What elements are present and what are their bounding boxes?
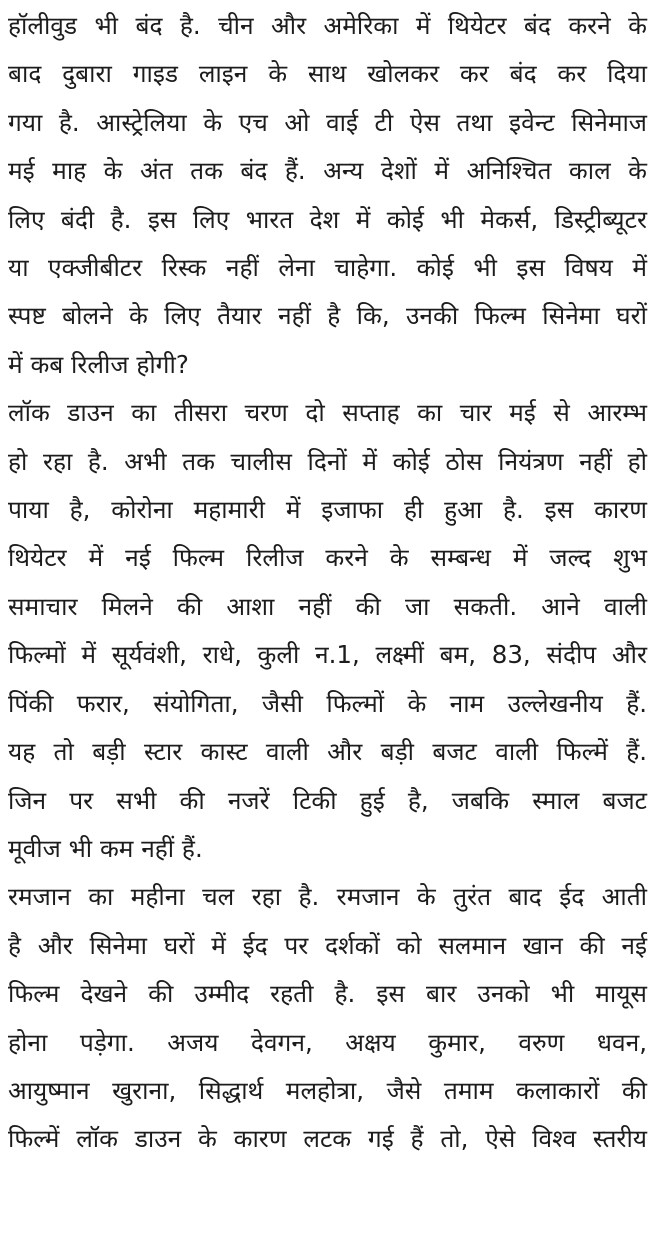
text-line: पिंकी फरार, संयोगिता, जैसी फिल्मों के नाम उल्लेखनीय हैं. <box>8 688 647 718</box>
text-line: हो रहा है. अभी तक चालीस दिनों में कोई ठोस नियंत्रण नहीं हो <box>8 446 647 476</box>
text-line: फिल्में लॉक डाउन के कारण लटक गई हैं तो, ऐसे विश्व स्तरीय <box>8 1124 647 1154</box>
text-line: यह तो बड़ी स्टार कास्ट वाली और बड़ी बजट वाली फिल्में हैं. <box>8 737 647 767</box>
text-line: रमजान का महीना चल रहा है. रमजान के तुरंत बाद ईद आती <box>8 882 647 912</box>
text-line: आयुष्मान खुराना, सिद्धार्थ मलहोत्रा, जैसे तमाम कलाकारों की <box>8 1075 647 1105</box>
text-line: में कब रिलीज होगी? <box>8 349 189 379</box>
text-line: है और सिनेमा घरों में ईद पर दर्शकों को सलमान खान की नई <box>8 930 647 960</box>
text-line: बाद दुबारा गाइड लाइन के साथ खोलकर कर बंद कर दिया <box>8 59 647 89</box>
paragraph-hollywood-closure <box>8 2 647 389</box>
text-line: लॉक डाउन का तीसरा चरण दो सप्ताह का चार मई से आरम्भ <box>8 398 647 428</box>
paragraph-ramzan-eid <box>8 873 647 1163</box>
text-line: मूवीज भी कम नहीं हैं. <box>8 833 203 863</box>
text-line: होना पड़ेगा. अजय देवगन, अक्षय कुमार, वरुण धवन, <box>8 1027 647 1057</box>
text-line: पाया है, कोरोना महामारी में इजाफा ही हुआ है. इस कारण <box>8 495 647 525</box>
text-line: थियेटर में नई फिल्म रिलीज करने के सम्बन्ध में जल्द शुभ <box>8 543 647 573</box>
text-line: फिल्मों में सूर्यवंशी, राधे, कुली न.1, लक्ष्मीं बम, 83, संदीप और <box>8 640 647 670</box>
text-line: मई माह के अंत तक बंद हैं. अन्य देशों में अनिश्चित काल के <box>8 156 647 186</box>
text-line: स्पष्ट बोलने के लिए तैयार नहीं है कि, उनकी फिल्म सिनेमा घरों <box>8 301 647 331</box>
text-line: या एक्जीबीटर रिस्क नहीं लेना चाहेगा. कोई भी इस विषय में <box>8 253 647 283</box>
text-line: गया है. आस्ट्रेलिया के एच ओ वाई टी ऐस तथा इवेन्ट सिनेमाज <box>8 107 647 137</box>
text-line: समाचार मिलने की आशा नहीं की जा सकती. आने वाली <box>8 591 647 621</box>
text-line: हॉलीवुड भी बंद है. चीन और अमेरिका में थियेटर बंद करने के <box>8 11 648 40</box>
text-line: फिल्म देखने की उम्मीद रहती है. इस बार उनको भी मायूस <box>8 979 647 1009</box>
paragraph-lockdown-phase <box>8 389 647 873</box>
text-line: लिए बंदी है. इस लिए भारत देश में कोई भी मेकर्स, डिस्ट्रीब्यूटर <box>8 204 647 234</box>
text-line: जिन पर सभी की नजरें टिकी हुई है, जबकि स्माल बजट <box>8 785 647 815</box>
